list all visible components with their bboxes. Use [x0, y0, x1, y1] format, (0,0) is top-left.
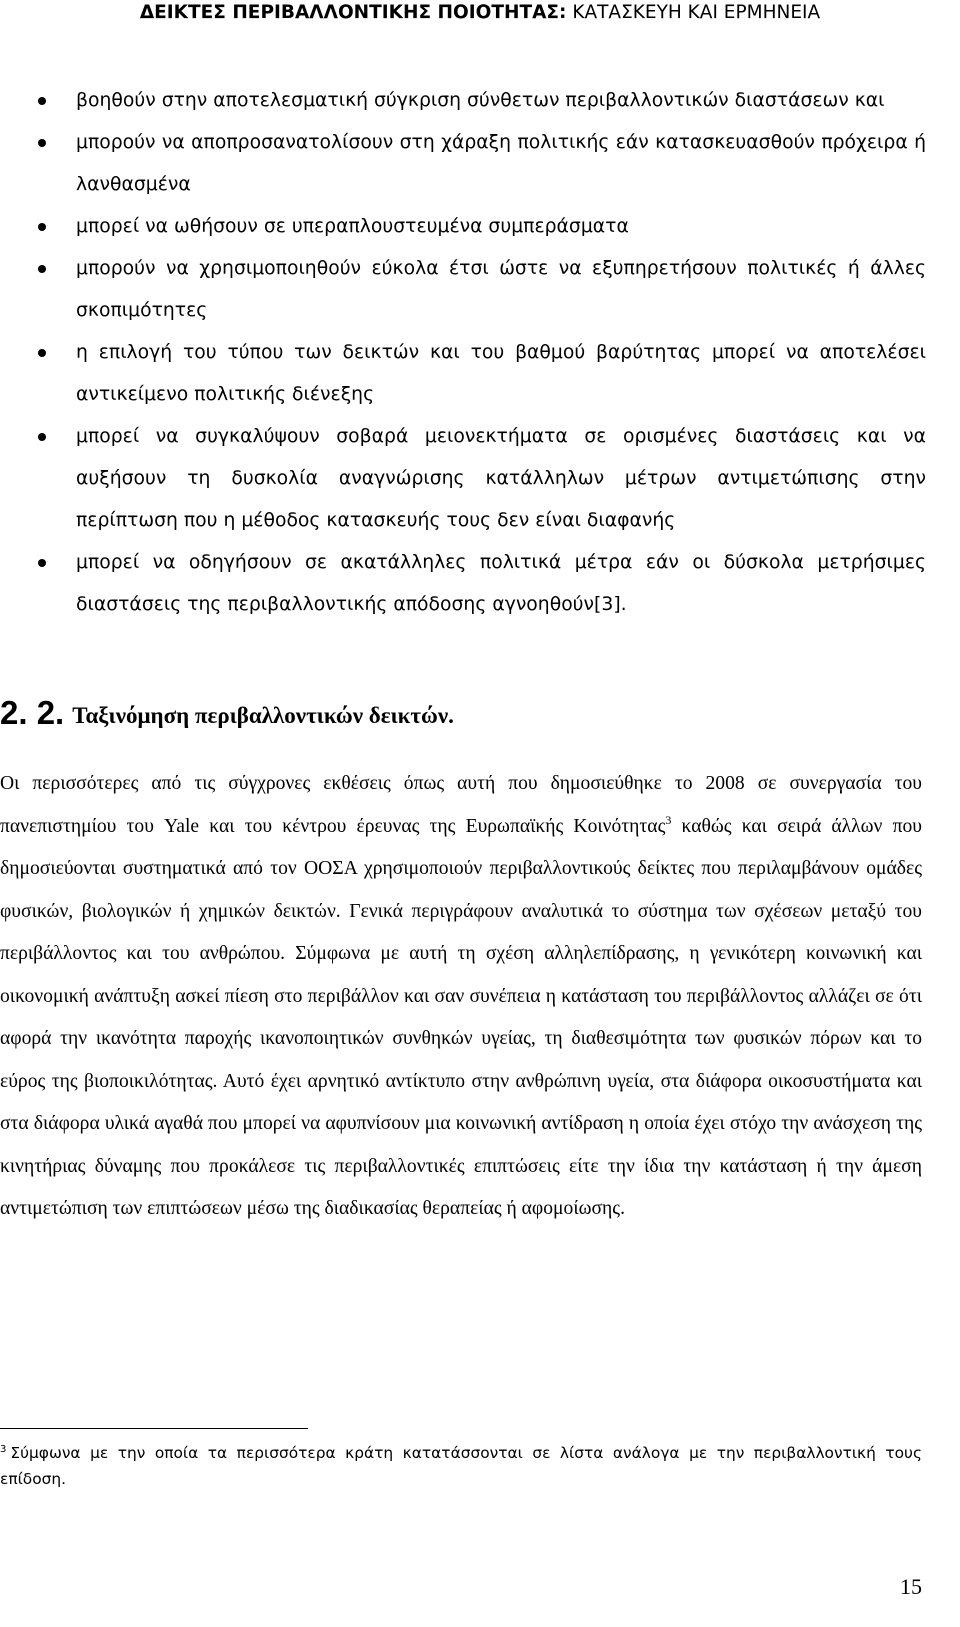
- bullet-item: η επιλογή του τύπου των δεικτών και του βαθμού βαρύτητας μπορεί να αποτελέσει αντικείμενο πολιτικής διένεξης: [0, 332, 926, 416]
- running-header: [0, 2, 960, 23]
- section-number: 2. 2.: [0, 694, 65, 731]
- page-number: 15: [900, 1574, 922, 1599]
- section-heading: [0, 694, 454, 732]
- footnote-marker: 3: [0, 1444, 7, 1455]
- bullet-item: μπορούν να αποπροσανατολίσουν στη χάραξη πολιτικής εάν κατασκευασθούν πρόχειρα ή λανθασμένα: [0, 122, 926, 206]
- footnote-separator: [0, 1428, 308, 1429]
- body-text-part1: Οι περισσότερες από τις σύγχρονες εκθέσεις όπως αυτή που δημοσιεύθηκε το 2008 σε συνεργασία του πανεπιστημίου του Yale και του κέντρου έρευνας της Ευρωπαϊκής Κοινότητας: [0, 773, 922, 837]
- body-paragraph: [0, 763, 922, 1231]
- running-header-rest: ΚΑΤΑΣΚΕΥΗ ΚΑΙ ΕΡΜΗΝΕΙΑ: [566, 2, 821, 23]
- bullet-item: μπορεί να ωθήσουν σε υπεραπλουστευμένα συμπεράσματα: [0, 206, 926, 248]
- footnote: [0, 1440, 922, 1492]
- footnote-reference[interactable]: 3: [665, 812, 672, 827]
- bullet-list: [0, 80, 960, 626]
- body-text-part2: καθώς και σειρά άλλων που δημοσιεύονται συστηματικά από τον ΟΟΣΑ χρησιμοποιούν περιβαλλοντικούς δείκτες που περιλαμβάνουν ομάδες φυσικών, βιολογικών ή χημικών δεικτών. Γενικά περιγράφουν αναλυτικά το σύστημα των σχέσεων μεταξύ του περιβάλλοντος και του ανθρώπου. Σύμφωνα με αυτή τη σχέση αλληλεπίδρασης, η γενικότερη κοινωνική και οικονομική ανάπτυξη ασκεί πίεση στο περιβάλλον και σαν συνέπεια η κατάσταση του περιβάλλοντος αλλάζει σε ότι αφορά την ικανότητα παροχής ικανοποιητικών συνθηκών υγείας, τη διαθεσιμότητα των φυσικών πόρων και το εύρος της βιοποικιλότητας. Αυτό έχει αρνητικό αντίκτυπο στην ανθρώπινη υγεία, στα διάφορα οικοσυστήματα και στα διάφορα υλικά αγαθά που μπορεί να αφυπνίσουν μια κοινωνική αντίδραση η οποία έχει στόχο την ανάσχεση της κινητήριας δύναμης που προκάλεσε τις περιβαλλοντικές επιπτώσεις είτε την ίδια την κατάσταση ή την άμεση αντιμετώπιση των επιπτώσεων μέσω της διαδικασίας θεραπείας ή αφομοίωσης.: [0, 815, 922, 1219]
- bullet-item: μπορεί να συγκαλύψουν σοβαρά μειονεκτήματα σε ορισμένες διαστάσεις και να αυξήσουν τη δυσκολία αναγνώρισης κατάλληλων μέτρων αντιμετώπισης στην περίπτωση που η μέθοδος κατασκευής τους δεν είναι διαφανής: [0, 416, 926, 542]
- bullet-item: μπορεί να οδηγήσουν σε ακατάλληλες πολιτικά μέτρα εάν οι δύσκολα μετρήσιμες διαστάσεις της περιβαλλοντικής απόδοσης αγνοηθούν[3].: [0, 542, 926, 626]
- section-title: Ταξινόμηση περιβαλλοντικών δεικτών.: [72, 703, 454, 728]
- bullet-item: μπορούν να χρησιμοποιηθούν εύκολα έτσι ώστε να εξυπηρετήσουν πολιτικές ή άλλες σκοπιμότητες: [0, 248, 926, 332]
- bullet-item: βοηθούν στην αποτελεσματική σύγκριση σύνθετων περιβαλλοντικών διαστάσεων και: [0, 80, 926, 122]
- footnote-text: Σύμφωνα με την οποία τα περισσότερα κράτη κατατάσσονται σε λίστα ανάλογα με την περιβαλλοντική τους επίδοση.: [0, 1444, 922, 1488]
- running-header-bold: ΔΕΙΚΤΕΣ ΠΕΡΙΒΑΛΛΟΝΤΙΚΗΣ ΠΟΙΟΤΗΤΑΣ:: [139, 2, 567, 23]
